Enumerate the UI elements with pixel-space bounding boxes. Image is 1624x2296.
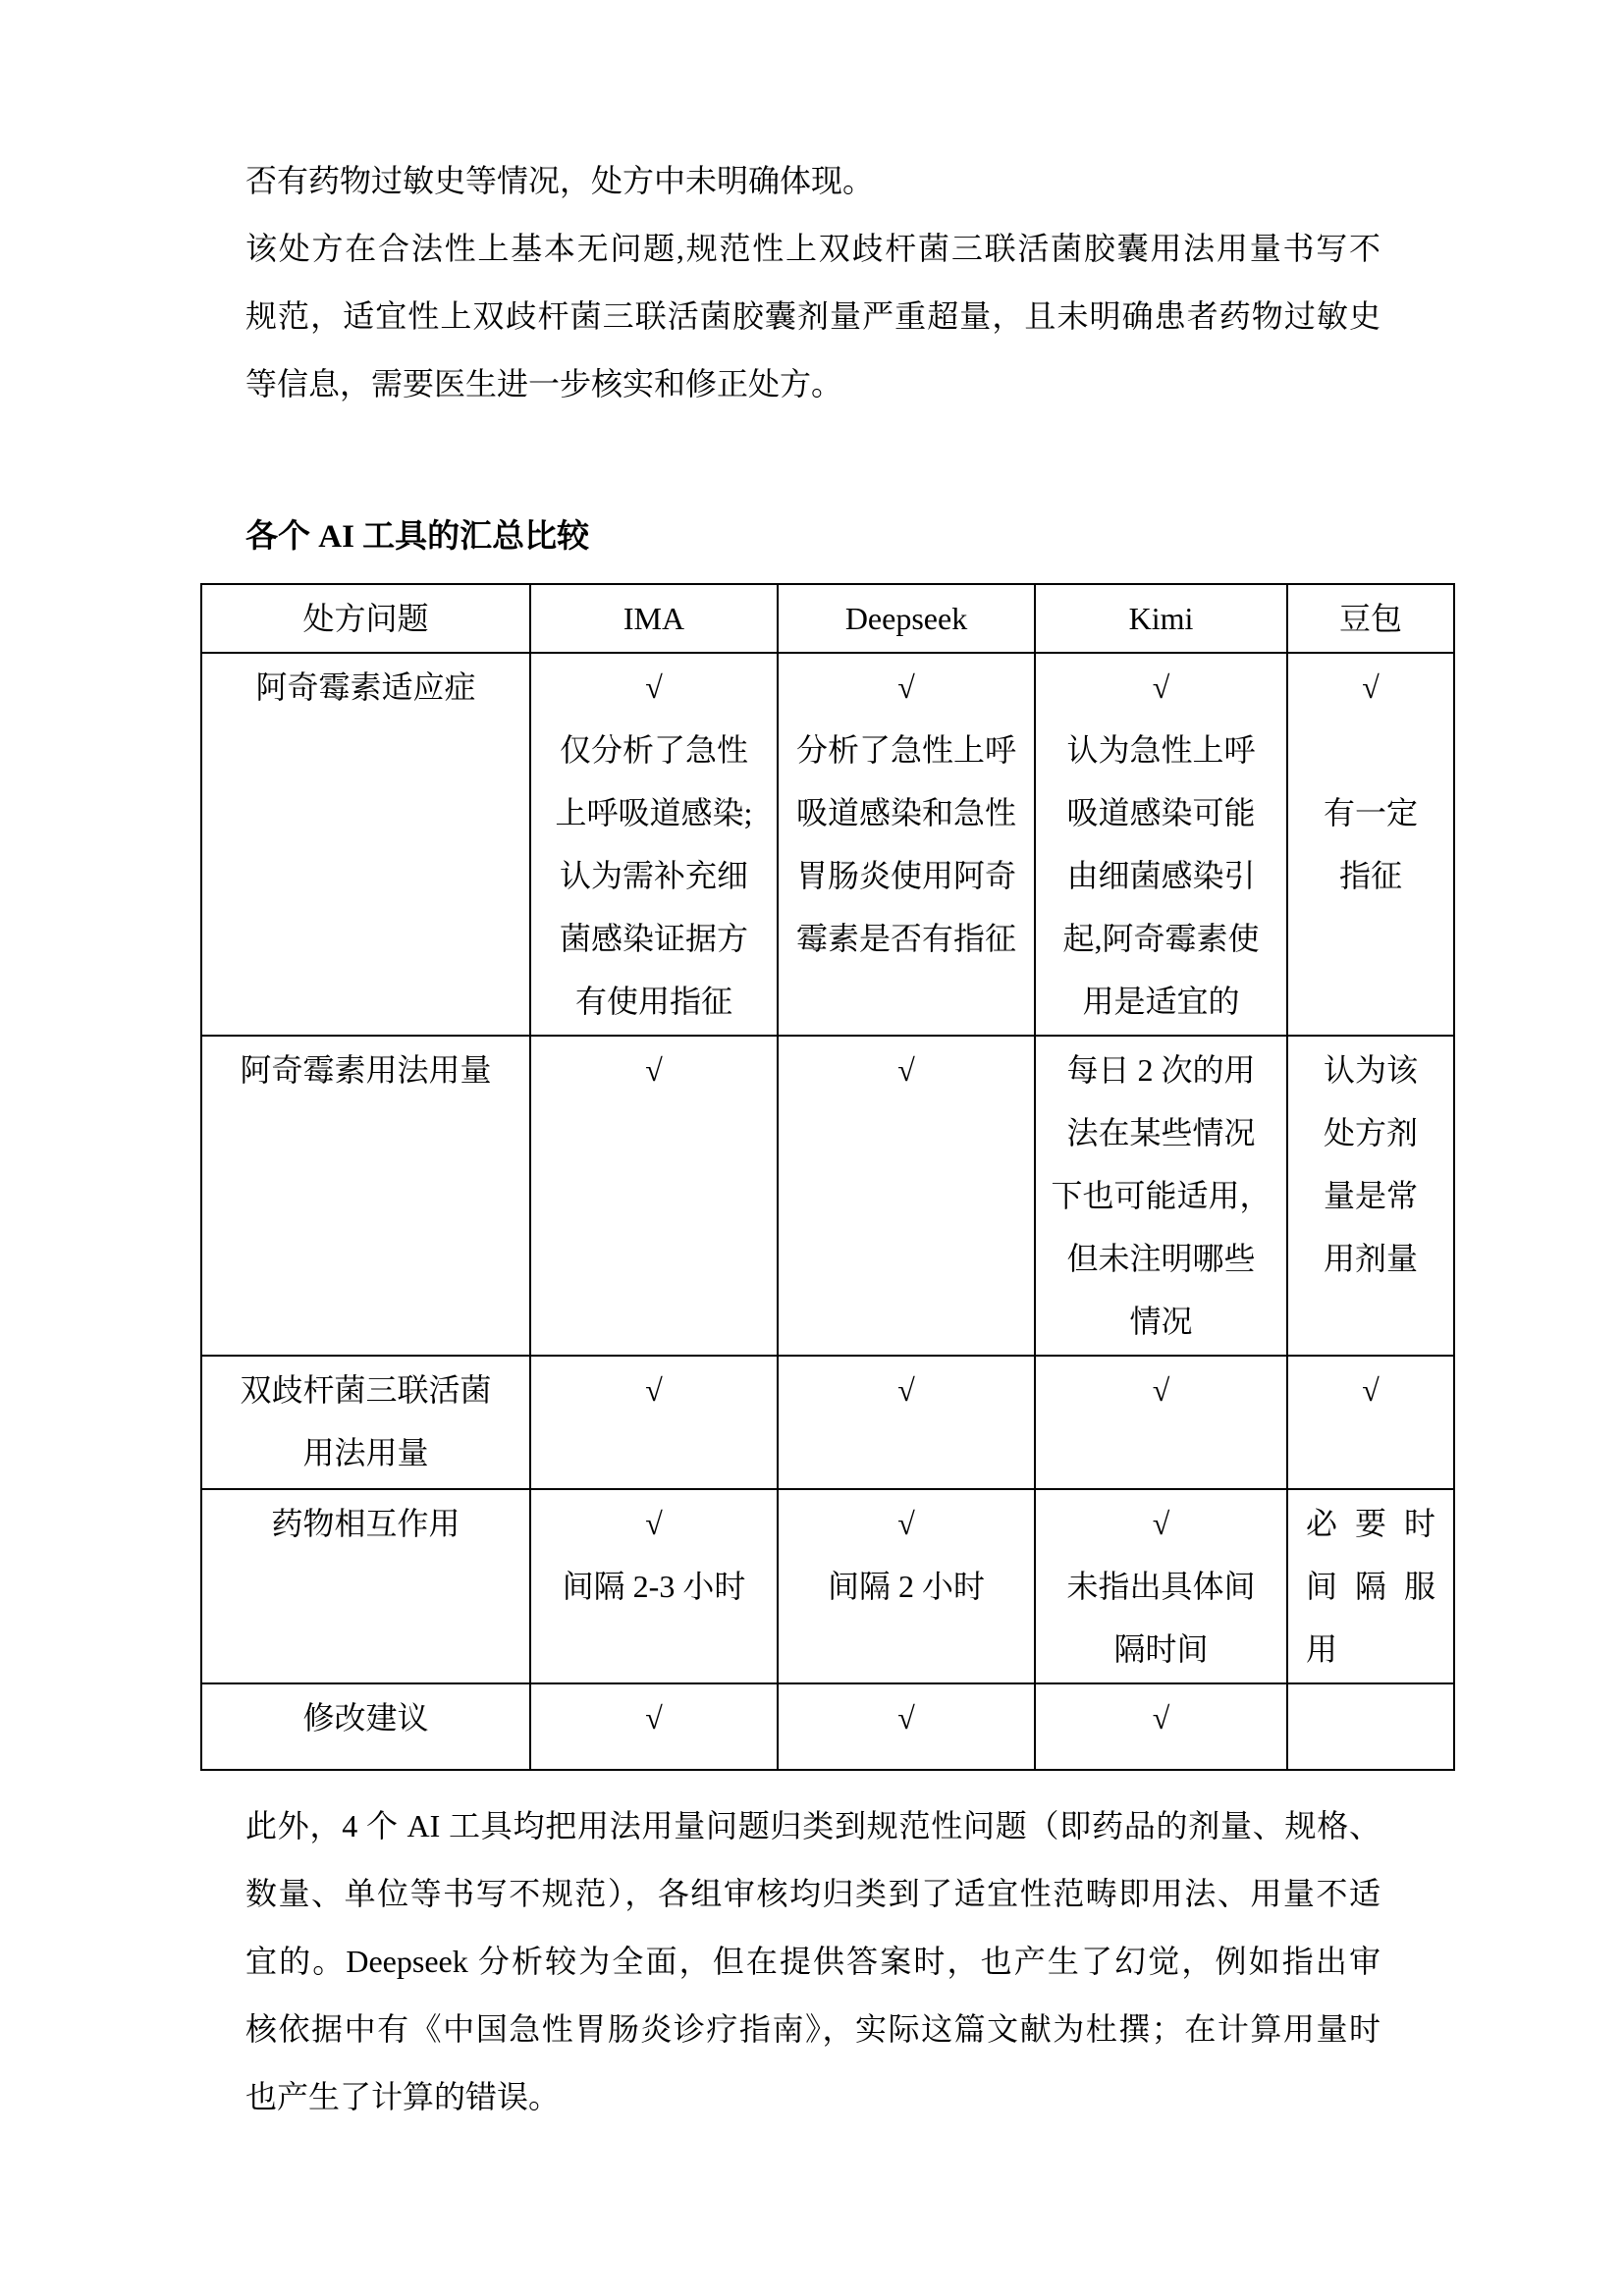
table-row-drug-interaction [201, 1489, 1454, 1683]
column-header-deepseek: Deepseek [778, 584, 1035, 653]
text-line: √ [645, 1372, 663, 1408]
text-line: 霉素是否有指征 [795, 921, 1016, 956]
table-row-bifidobacterium-dosage [201, 1356, 1454, 1489]
text-line: √ [1152, 1506, 1170, 1541]
text-line: 核依据中有《中国急性胃肠炎诊疗指南》，实际这篇文献为杜撰；在计算用量时 [245, 2011, 1380, 2047]
text-line: √ [1362, 669, 1380, 705]
table-row-revision-suggestion [201, 1683, 1454, 1770]
cell-kimi [1035, 1356, 1287, 1489]
row-label [201, 1683, 530, 1770]
cell-deepseek [778, 1036, 1035, 1356]
text-line: 用 [1306, 1631, 1338, 1667]
text-line: √ [897, 1506, 915, 1541]
text-line: √ [1362, 1372, 1380, 1408]
column-header-ima: IMA [530, 584, 778, 653]
text-line: 规范，适宜性上双歧杆菌三联活菌胶囊剂量严重超量，且未明确患者药物过敏史 [245, 298, 1380, 334]
text-line: 数量、单位等书写不规范），各组审核均归类到了适宜性范畴即用法、用量不适 [245, 1876, 1380, 1911]
text-line: √ [645, 1052, 663, 1088]
closing-paragraph [245, 1792, 1380, 2131]
cell-kimi [1035, 1489, 1287, 1683]
row-label [201, 1489, 530, 1683]
text-line: 由细菌感染引 [1066, 858, 1256, 893]
text-line: 隔时间 [1113, 1631, 1209, 1667]
text-line: 情况 [1129, 1304, 1193, 1339]
cell-ima [530, 1683, 778, 1770]
text-line: 上呼吸道感染; [555, 795, 753, 830]
intro-paragraph-2 [245, 215, 1380, 418]
section-title: 各个 AI 工具的汇总比较 [245, 519, 590, 555]
text-line: 吸道感染和急性 [795, 795, 1016, 830]
text-line: 用法用量 [302, 1435, 429, 1470]
text-line: 认为需补充细 [559, 858, 748, 893]
text-line: 下也可能适用， [1051, 1178, 1272, 1213]
text-line: √ [897, 1372, 915, 1408]
text-line: 药物相互作用 [271, 1506, 460, 1541]
column-header-doubao: 豆包 [1287, 584, 1454, 653]
text-line: 间隔服 [1306, 1569, 1435, 1604]
text-line: 阿奇霉素适应症 [255, 669, 476, 705]
cell-kimi [1035, 653, 1287, 1036]
text-line: 修改建议 [302, 1700, 429, 1735]
text-line: √ [645, 1506, 663, 1541]
row-label [201, 1036, 530, 1356]
cell-ima [530, 1036, 778, 1356]
text-line: 该处方在合法性上基本无问题,规范性上双歧杆菌三联活菌胶囊用法用量书写不 [245, 231, 1380, 266]
cell-doubao [1287, 1489, 1454, 1683]
cell-ima [530, 653, 778, 1036]
text-line: 阿奇霉素用法用量 [240, 1052, 492, 1088]
ai-tools-comparison-table [200, 583, 1455, 1771]
text-line: 吸道感染可能 [1066, 795, 1256, 830]
text-line: 认为该 [1323, 1052, 1418, 1088]
table-row-azithromycin-dosage [201, 1036, 1454, 1356]
cell-deepseek [778, 653, 1035, 1036]
text-line: 宜的。Deepseek 分析较为全面，但在提供答案时，也产生了幻觉，例如指出审 [245, 1944, 1380, 1979]
text-line: 但未注明哪些 [1066, 1241, 1256, 1276]
text-line: 未指出具体间 [1066, 1569, 1256, 1604]
row-label [201, 653, 530, 1036]
column-header-kimi: Kimi [1035, 584, 1287, 653]
cell-kimi [1035, 1036, 1287, 1356]
text-line: 分析了急性上呼 [795, 732, 1016, 768]
text-line: √ [897, 669, 915, 705]
text-line: 有使用指征 [574, 984, 732, 1019]
text-line: 用是适宜的 [1082, 984, 1240, 1019]
cell-ima [530, 1356, 778, 1489]
text-line: 等信息，需要医生进一步核实和修正处方。 [245, 366, 843, 401]
text-line: 否有药物过敏史等情况，处方中未明确体现。 [245, 163, 875, 198]
text-line: 双歧杆菌三联活菌 [240, 1372, 492, 1408]
text-line: 认为急性上呼 [1066, 732, 1256, 768]
text-line: √ [897, 1052, 915, 1088]
cell-deepseek [778, 1683, 1035, 1770]
text-line: 间隔 2-3 小时 [562, 1569, 746, 1604]
text-line: √ [1152, 1372, 1170, 1408]
text-line: 法在某些情况 [1066, 1115, 1256, 1150]
text-line: 每日 2 次的用 [1066, 1052, 1256, 1088]
text-line: √ [645, 669, 663, 705]
text-line: 也产生了计算的错误。 [245, 2079, 561, 2114]
text-line: 间隔 2 小时 [827, 1569, 985, 1604]
cell-doubao [1287, 1683, 1454, 1770]
intro-paragraph-1 [245, 147, 1380, 215]
cell-doubao [1287, 1036, 1454, 1356]
column-header-question: 处方问题 [201, 584, 530, 653]
text-line: √ [1152, 669, 1170, 705]
text-line: 仅分析了急性 [559, 732, 748, 768]
text-line: 用剂量 [1323, 1241, 1418, 1276]
text-line: 此外，4 个 AI 工具均把用法用量问题归类到规范性问题（即药品的剂量、规格、 [245, 1808, 1380, 1843]
text-line: 菌感染证据方 [559, 921, 748, 956]
text-line: 必要时 [1306, 1506, 1435, 1541]
text-line: √ [645, 1700, 663, 1735]
text-line: 指征 [1338, 858, 1402, 893]
text-line: √ [1152, 1700, 1170, 1735]
text-line: 起,阿奇霉素使 [1062, 921, 1260, 956]
cell-doubao [1287, 1356, 1454, 1489]
cell-deepseek [778, 1489, 1035, 1683]
text-line: √ [897, 1700, 915, 1735]
text-line [1292, 719, 1449, 781]
text-line: 量是常 [1323, 1178, 1418, 1213]
cell-deepseek [778, 1356, 1035, 1489]
table-row-azithromycin-indication [201, 653, 1454, 1036]
row-label [201, 1356, 530, 1489]
text-line: 有一定 [1323, 795, 1418, 830]
text-line: 胃肠炎使用阿奇 [795, 858, 1016, 893]
text-line: 处方剂 [1323, 1115, 1418, 1150]
cell-kimi [1035, 1683, 1287, 1770]
table-header-row [201, 584, 1454, 653]
cell-ima [530, 1489, 778, 1683]
cell-doubao [1287, 653, 1454, 1036]
